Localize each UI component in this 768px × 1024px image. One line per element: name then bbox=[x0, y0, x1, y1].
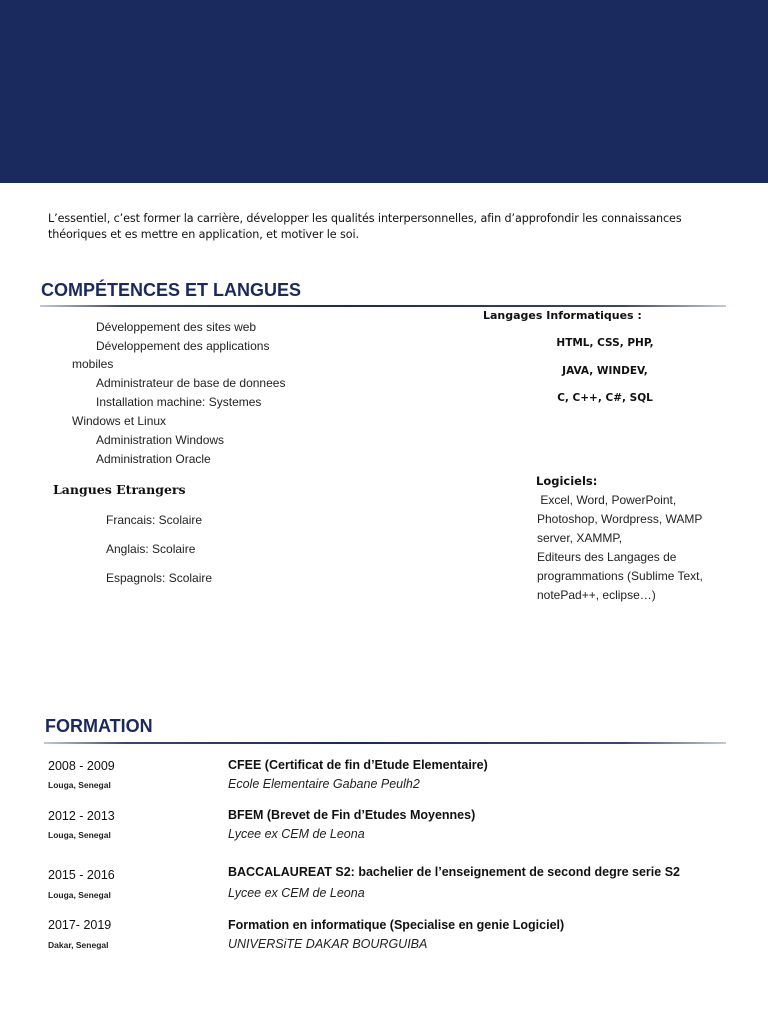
skill-item: mobiles bbox=[72, 357, 114, 371]
it-language-line: JAVA, WINDEV, bbox=[562, 365, 648, 377]
software-line: Excel, Word, PowerPoint, bbox=[537, 493, 677, 507]
skill-item: Administration Windows bbox=[96, 433, 225, 447]
formation-school: UNIVERSiTE DAKAR BOURGUIBA bbox=[228, 937, 428, 951]
languages-title: Langues Etrangers bbox=[53, 482, 186, 497]
formation-title: FORMATION bbox=[45, 716, 153, 736]
formation-school: Lycee ex CEM de Leona bbox=[228, 886, 365, 900]
skill-item: Windows et Linux bbox=[72, 414, 167, 428]
software-line: notePad++, eclipse…) bbox=[537, 588, 656, 602]
competences-divider bbox=[40, 305, 726, 307]
header-band bbox=[0, 0, 768, 183]
objective-text: L’essentiel, c’est former la carrière, développer les qualités interpersonnelles, afin d’approfondir les connaissances théoriques et es mettre en application, et motiver le soi. bbox=[48, 212, 682, 241]
formation-years: 2015 - 2016 bbox=[48, 868, 115, 882]
language-item: Espagnols: Scolaire bbox=[106, 571, 213, 585]
formation-divider bbox=[44, 742, 726, 744]
formation-years: 2008 - 2009 bbox=[48, 759, 115, 773]
software-line: server, XAMMP, bbox=[537, 531, 623, 545]
it-language-line: HTML, CSS, PHP, bbox=[556, 337, 654, 349]
it-language-line: C, C++, C#, SQL bbox=[557, 392, 653, 404]
skill-item: Administration Oracle bbox=[96, 452, 211, 466]
skill-item: Administrateur de base de donnees bbox=[96, 376, 286, 390]
skill-item: Développement des sites web bbox=[96, 320, 257, 334]
formation-school: Lycee ex CEM de Leona bbox=[228, 827, 365, 841]
formation-location: Louga, Senegal bbox=[48, 780, 111, 790]
formation-school: Ecole Elementaire Gabane Peulh2 bbox=[228, 777, 420, 791]
software-title: Logiciels: bbox=[536, 474, 598, 488]
formation-years: 2017- 2019 bbox=[48, 918, 112, 932]
formation-location: Louga, Senegal bbox=[48, 890, 111, 900]
formation-title-item: BACCALAUREAT S2: bachelier de l’enseignement de second degre serie S2 bbox=[228, 865, 680, 879]
formation-title-item: BFEM (Brevet de Fin d’Etudes Moyennes) bbox=[228, 808, 476, 822]
formation-location: Louga, Senegal bbox=[48, 830, 111, 840]
formation-location: Dakar, Senegal bbox=[48, 940, 109, 950]
formation-title-item: CFEE (Certificat de fin d’Etude Elementaire) bbox=[228, 758, 488, 772]
software-line: programmations (Sublime Text, bbox=[537, 569, 703, 583]
competences-title: COMPÉTENCES ET LANGUES bbox=[41, 280, 302, 300]
skill-item: Installation machine: Systemes bbox=[96, 395, 262, 409]
software-line: Editeurs des Langages de bbox=[537, 550, 677, 564]
language-item: Francais: Scolaire bbox=[106, 513, 203, 527]
software-line: Photoshop, Wordpress, WAMP bbox=[537, 512, 703, 526]
skill-item: Développement des applications bbox=[96, 339, 270, 353]
language-item: Anglais: Scolaire bbox=[106, 542, 196, 556]
formation-years: 2012 - 2013 bbox=[48, 809, 115, 823]
formation-title-item: Formation en informatique (Specialise en genie Logiciel) bbox=[228, 918, 565, 932]
it-languages-title: Langages Informatiques : bbox=[483, 309, 642, 322]
